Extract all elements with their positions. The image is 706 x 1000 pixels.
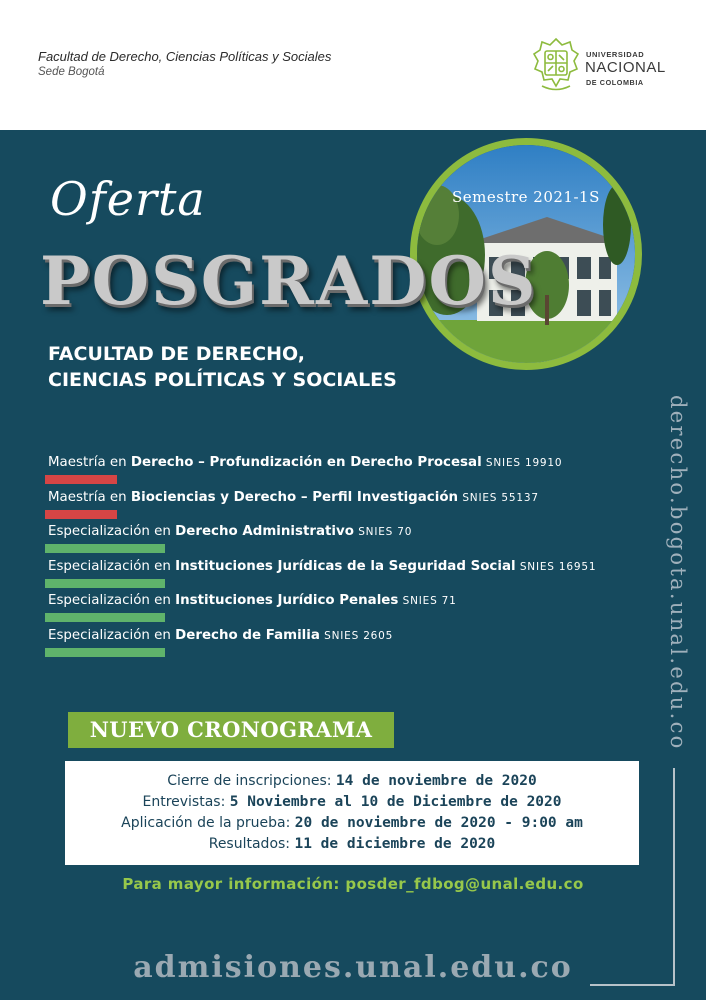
faculty-title [48, 341, 397, 393]
cronograma-title: NUEVO CRONOGRAMA [89, 717, 373, 742]
schedule-value: 14 de noviembre de 2020 [335, 773, 537, 789]
program-item[interactable] [48, 524, 596, 559]
schedule-row [65, 771, 639, 792]
schedule-row [65, 834, 639, 855]
faculty-title-line-1: FACULTAD DE DERECHO, [48, 343, 305, 365]
program-item[interactable] [48, 559, 596, 594]
program-name: Instituciones Jurídicas de la Seguridad Social [175, 558, 516, 574]
schedule-value: 20 de noviembre de 2020 - 9:00 am [294, 815, 583, 831]
program-item[interactable] [48, 455, 596, 490]
program-name: Instituciones Jurídico Penales [175, 593, 399, 608]
schedule-label: Aplicación de la prueba: [121, 815, 291, 831]
program-connector: en [154, 558, 171, 574]
program-snies: SNIES 16951 [519, 560, 597, 573]
program-level: Maestría [48, 489, 106, 505]
program-level: Especialización [48, 558, 150, 574]
program-item[interactable] [48, 628, 596, 663]
program-name: Derecho de Familia [175, 627, 320, 643]
logo-line-1: UNIVERSIDAD [586, 50, 645, 59]
posgrados-title: POSGRADOS [40, 242, 538, 320]
program-connector: en [154, 593, 171, 608]
program-level: Especialización [48, 627, 150, 643]
semester-label: Semestre 2021-1S [452, 188, 600, 206]
program-list [48, 455, 596, 662]
schedule-label: Resultados: [208, 836, 291, 852]
program-level-bar [45, 648, 165, 657]
contact-email-link[interactable]: Para mayor información: posder_fdbog@unal.edu.co [122, 875, 584, 893]
logo-line-2: NACIONAL [585, 59, 666, 76]
program-snies: SNIES 19910 [485, 457, 563, 469]
oferta-title: Oferta [50, 172, 206, 226]
program-level-bar [45, 475, 117, 484]
program-snies: SNIES 70 [358, 526, 413, 538]
faculty-title-line-2: CIENCIAS POLÍTICAS Y SOCIALES [48, 369, 397, 391]
program-name: Biociencias y Derecho – Perfil Investigación [130, 489, 459, 505]
schedule-row [65, 813, 639, 834]
schedule-value: 5 Noviembre al 10 de Diciembre de 2020 [229, 794, 562, 810]
program-level-bar [45, 579, 165, 588]
schedule-label: Cierre de inscripciones: [167, 773, 332, 789]
side-url-link[interactable]: derecho.bogota.unal.edu.co [666, 395, 690, 751]
schedule-box [65, 761, 639, 865]
program-snies: SNIES 55137 [462, 491, 539, 504]
program-level-bar [45, 613, 165, 622]
schedule-label: Entrevistas: [142, 794, 226, 810]
program-name: Derecho Administrativo [175, 524, 354, 539]
admissions-website-link[interactable]: admisiones.unal.edu.co [133, 950, 573, 985]
program-name: Derecho – Profundización en Derecho Procesal [130, 455, 482, 470]
program-connector: en [154, 524, 171, 539]
logo-line-3: DE COLOMBIA [586, 78, 644, 87]
program-level-bar [45, 544, 165, 553]
program-level: Especialización [48, 524, 150, 539]
program-item[interactable] [48, 490, 596, 525]
university-logo[interactable] [532, 36, 682, 96]
program-level: Especialización [48, 593, 150, 608]
side-url-wrapper [660, 395, 696, 755]
program-snies: SNIES 71 [402, 595, 457, 607]
schedule-row [65, 792, 639, 813]
faculty-name: Facultad de Derecho, Ciencias Políticas y Sociales [38, 49, 332, 64]
campus-name: Sede Bogotá [38, 66, 105, 78]
program-connector: en [154, 627, 171, 643]
cronograma-banner [68, 712, 394, 748]
program-snies: SNIES 2605 [324, 629, 394, 642]
program-connector: en [109, 455, 127, 470]
program-level: Maestría [48, 455, 106, 470]
university-seal-icon [532, 36, 580, 94]
header [0, 0, 706, 130]
schedule-value: 11 de diciembre de 2020 [294, 836, 496, 852]
program-connector: en [109, 489, 127, 505]
program-level-bar [45, 510, 117, 519]
program-item[interactable] [48, 593, 596, 628]
